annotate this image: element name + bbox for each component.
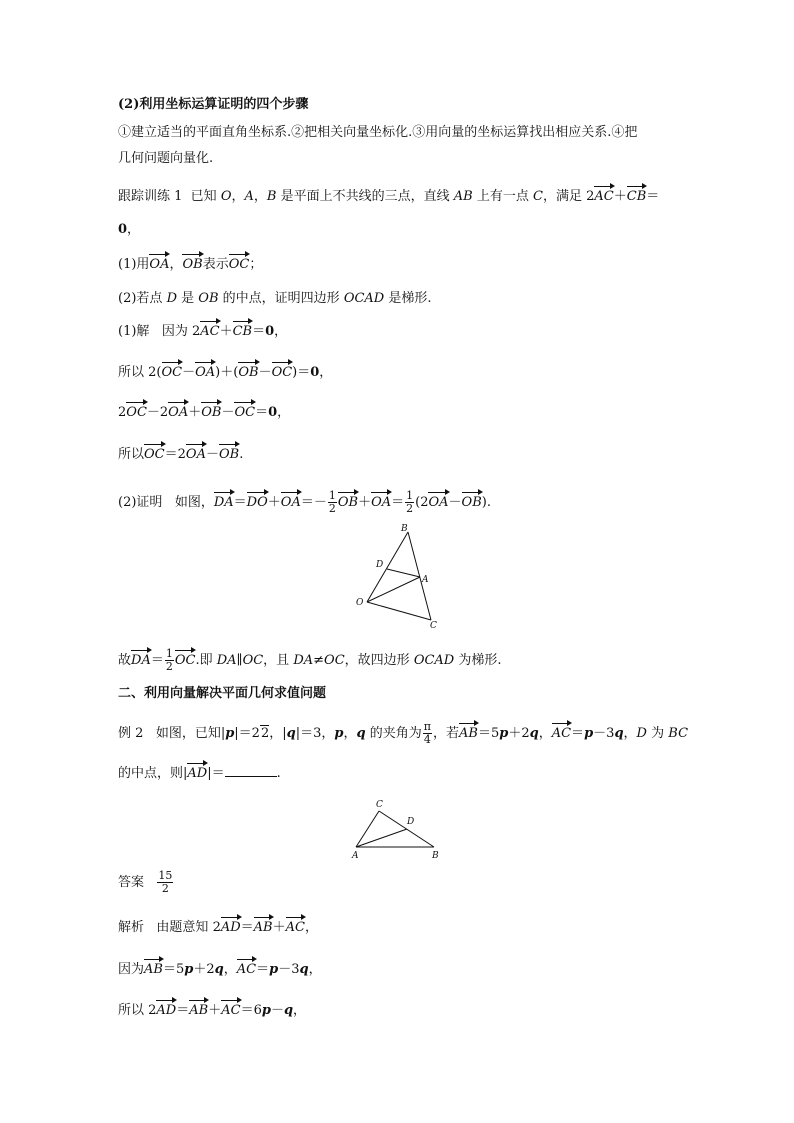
label-A: A [352, 851, 359, 860]
question-1: (1)用OA，OB表示OC； [118, 257, 263, 272]
example2-line-1: 例 2 如图，已知|p|＝22，|q|＝3，p，q 的夹角为 $\frac{\pi}{4}$ ，若AB＝5p＋2q，AC＝p－3q，D 为 BC [118, 720, 689, 746]
analysis-label: 解析 [118, 920, 145, 935]
answer-line [118, 870, 174, 896]
solution1-label: (1)解 [118, 324, 150, 339]
answer-value: $\frac{15}{2}$ [158, 869, 173, 895]
label-C: C [430, 621, 437, 630]
label-D: D [376, 560, 384, 570]
answer-blank [225, 764, 277, 777]
analysis-line-3: 所以 2AD＝AB＋AC＝6p－q， [118, 1003, 307, 1018]
label-D: D [407, 817, 415, 827]
solution2-conclusion: 故DA＝ $\frac{1}{2}$ OC.即 DA∥OC，且 DA≠OC，故四边形 OCAD 为梯形. [118, 647, 502, 673]
label-C: C [376, 800, 383, 810]
label-A: A [422, 575, 429, 585]
solution1-line-4: 所以OC＝2OA－OB. [118, 447, 244, 462]
triangle-figure-2 [348, 794, 448, 860]
solution2-label: (2)证明 [118, 495, 163, 510]
steps-line-2: 几何问题向量化. [118, 151, 214, 166]
label-B: B [432, 851, 439, 860]
label-O: O [356, 598, 364, 608]
example2-label: 例 2 [118, 726, 144, 741]
solution1-line-1: (1)解 因为 2AC＋CB＝0， [118, 324, 288, 339]
label-B: B [401, 524, 408, 534]
analysis-line-1: 解析 由题意知 2AD＝AB＋AC， [118, 920, 318, 935]
steps-line-1: ①建立适当的平面直角坐标系.②把相关向量坐标化.③用向量的坐标运算找出相应关系.④把 [118, 125, 638, 140]
solution1-line-3: 2OC－2OA＋OB－OC＝0， [118, 405, 291, 420]
answer-label: 答案 [118, 875, 145, 890]
exercise-line-2: 0， [118, 222, 141, 237]
section2-heading: 二、利用向量解决平面几何求值问题 [118, 686, 327, 701]
solution2-line-1: (2)证明 如图，DA＝DO＋OA＝－ $\frac{1}{2}$ OB＋OA＝ $\frac{1}{2}$ (2OA－OB). [118, 489, 491, 515]
question-2: (2)若点 D 是 OB 的中点，证明四边形 OCAD 是梯形. [118, 291, 432, 306]
analysis-line-2: 因为AB＝5p＋2q，AC＝p－3q， [118, 962, 322, 977]
section-heading: (2)利用坐标运算证明的四个步骤 [118, 97, 309, 112]
triangle-figure-1 [350, 520, 450, 630]
solution1-line-2: 所以 2(OC－OA)＋(OB－OC)＝0， [118, 365, 333, 380]
example2-line-2: 的中点，则|AD|＝ . [118, 766, 281, 781]
exercise-line-1: 跟踪训练 1 已知 O，A，B 是平面上不共线的三点，直线 AB 上有一点 C，满足 2AC＋CB＝ [118, 189, 660, 204]
exercise-label: 跟踪训练 1 [118, 189, 183, 204]
